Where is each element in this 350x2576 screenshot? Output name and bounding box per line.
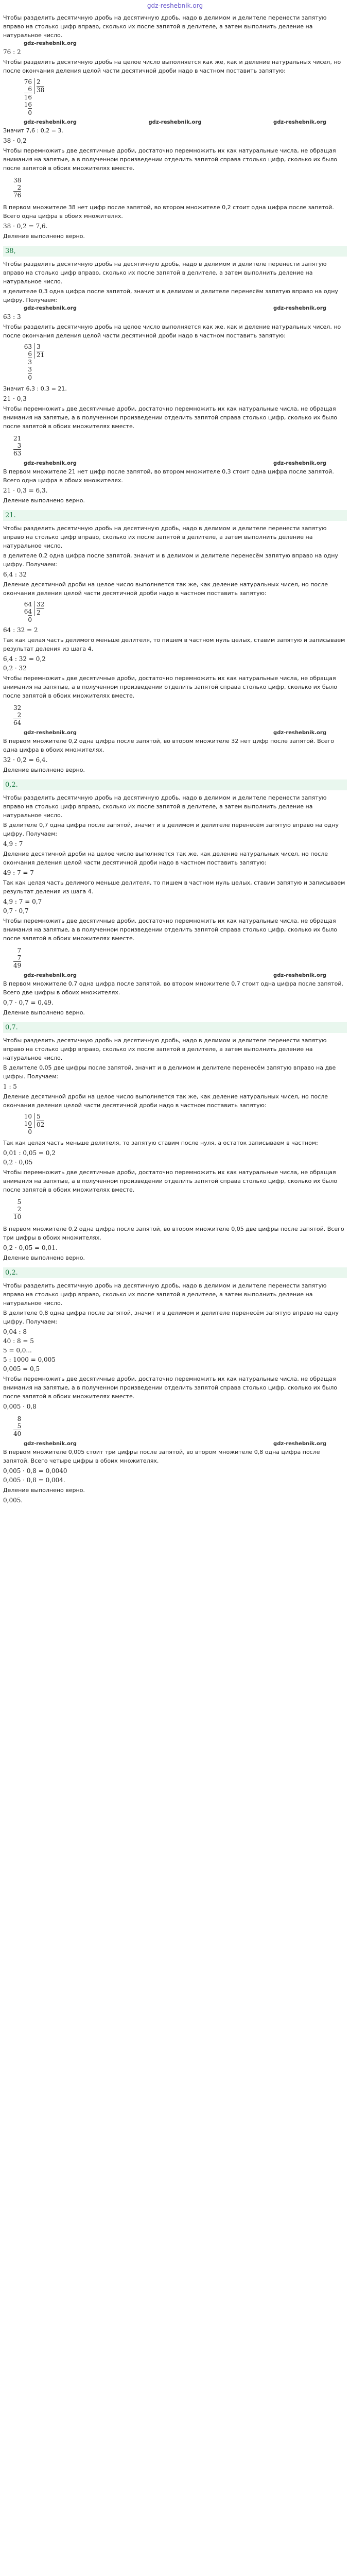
check-result: 0,7 · 0,7 = 0,49. bbox=[3, 999, 54, 1006]
subtrahend: 6 bbox=[28, 350, 32, 358]
check-expression: 0,005 · 0,8 bbox=[3, 1403, 37, 1410]
section-header: 0,2. bbox=[3, 1267, 347, 1278]
long-division bbox=[8, 1113, 347, 1136]
section-header: 0,2. bbox=[3, 779, 347, 790]
check-note: В первом множителе 38 нет цифр после запятой, во втором множителе 0,2 стоит одна цифра после запятой. Всего одна цифра в обоих множителях. bbox=[3, 204, 334, 219]
section-header: 38, bbox=[3, 246, 347, 257]
rule-text: Чтобы разделить десятичную дробь на десятичную дробь, надо в делимом и делителе перенести запятую вправо на столько цифр вправо, сколько их после запятой в делителе, а затем выполнить деление на натуральное число. bbox=[3, 1037, 327, 1061]
factor: 2 bbox=[17, 184, 22, 191]
expression: 76 : 2 bbox=[3, 48, 21, 56]
rule-text: Чтобы перемножить две десятичные дроби, достаточно перемножить их как натуральные числа, не обращая внимания на запятые, а в полученном произведении отделить запятой справа столько цифр, сколько их было после запятой в обоих множителях вместе. bbox=[3, 1169, 338, 1193]
watermark: gdz-reshebnik.org bbox=[273, 1441, 326, 1447]
dividend: 63 bbox=[24, 343, 32, 350]
rule-text: Чтобы разделить десятичную дробь на десятичную дробь, надо в делимом и делителе перенести запятую вправо на столько цифр вправо, сколько их после запятой в делителе, а затем выполнить деление на натуральное число. bbox=[3, 525, 327, 549]
check-result: 32 · 0,2 = 6,4. bbox=[3, 756, 48, 764]
remainder: 0 bbox=[28, 109, 32, 116]
remainder: 3 bbox=[28, 359, 32, 366]
check-expression: 0,2 · 0,05 bbox=[3, 1159, 33, 1166]
watermark: gdz-reshebnik.org bbox=[273, 461, 326, 466]
result: 4,9 : 7 = 0,7 bbox=[3, 898, 42, 905]
check-note: В первом множителе 0,005 стоит три цифры после запятой, во втором множителе 0,8 одна цифра после запятой. Всего четыре цифры в обоих множителях. bbox=[3, 1449, 320, 1464]
result: 0,01 : 0,05 = 0,2 bbox=[3, 1149, 56, 1157]
long-division bbox=[8, 343, 347, 381]
multiplication bbox=[13, 177, 21, 199]
step: 49 : 7 = 7 bbox=[3, 869, 34, 876]
final-answer: 0,005. bbox=[3, 1497, 23, 1504]
rule-text: Чтобы перемножить две десятичные дроби, достаточно перемножить их как натуральные числа, не обращая внимания на запятые, а в полученном произведении отделить запятой справа столько цифр, сколько их было после запятой в обоих множителях вместе. bbox=[3, 675, 338, 699]
divisor: 3 bbox=[37, 343, 44, 351]
rule-text: Чтобы разделить десятичную дробь на десятичную дробь, надо в делимом и делителе перенести запятую вправо на столько цифр вправо, сколько их после запятой в делителе, а затем выполнить деление на натуральное число. bbox=[3, 1282, 327, 1307]
check-expression: 21 · 0,3 bbox=[3, 395, 27, 402]
rule-text: В делителе 0,7 одна цифра после запятой, значит и в делимом и делителе перенесём запятую вправо на одну цифру. Получаем: bbox=[3, 822, 339, 837]
watermark: gdz-reshebnik.org bbox=[24, 730, 77, 736]
divisor: 2 bbox=[37, 78, 44, 87]
factor: 7 bbox=[17, 954, 22, 961]
long-division bbox=[8, 601, 347, 623]
answer: Значит 6,3 : 0,3 = 21. bbox=[3, 385, 67, 392]
factor: 7 bbox=[17, 947, 22, 954]
subtrahend: 16 bbox=[24, 101, 32, 108]
expression: 6,4 : 32 bbox=[3, 571, 27, 578]
factor: 2 bbox=[17, 711, 22, 719]
quotient: 21 bbox=[37, 351, 45, 359]
factor: 5 bbox=[17, 1422, 22, 1430]
check-expression: 0,7 · 0,7 bbox=[3, 907, 29, 914]
check-note: В первом множителе 0,2 одна цифра после запятой, во втором множителе 32 нет цифр после запятой. Всего одна цифра в обоих множителях. bbox=[3, 738, 334, 753]
correct-note: Деление выполнено верно. bbox=[3, 1009, 85, 1016]
dividend: 76 bbox=[24, 78, 32, 86]
watermark: gdz-reshebnik.org bbox=[273, 973, 326, 978]
product: 49 bbox=[13, 962, 22, 969]
factor: 32 bbox=[13, 704, 22, 711]
product: 40 bbox=[13, 1430, 22, 1437]
result: 6,4 : 32 = 0,2 bbox=[3, 655, 46, 663]
product: 10 bbox=[13, 1213, 22, 1221]
remainder: 0 bbox=[28, 374, 32, 381]
rule-text: Чтобы разделить десятичную дробь на десятичную дробь, надо в делимом и делителе перенести запятую вправо на столько цифр вправо, сколько их после запятой в делителе, а затем выполнить деление на натуральное число. bbox=[3, 14, 327, 39]
dividend: 10 bbox=[24, 1113, 32, 1120]
zeros-rule: Так как целая часть меньше делителя, то запятую ставим после нуля, а остаток записываем в частном: bbox=[3, 1140, 318, 1146]
check-result: 21 · 0,3 = 6,3. bbox=[3, 487, 48, 494]
watermark: gdz-reshebnik.org bbox=[24, 973, 77, 978]
check-result: 38 · 0,2 = 7,6. bbox=[3, 223, 48, 230]
subtrahend: 10 bbox=[24, 1120, 32, 1127]
factor: 2 bbox=[17, 1206, 22, 1213]
check-result: 0,005 · 0,8 = 0,0040 bbox=[3, 1467, 67, 1475]
subtrahend: 64 bbox=[24, 608, 32, 615]
correct-note: Деление выполнено верно. bbox=[3, 1487, 85, 1494]
watermark: gdz-reshebnik.org bbox=[24, 41, 77, 46]
answer: 64 : 32 = 2 bbox=[3, 626, 38, 634]
watermark: gdz-reshebnik.org bbox=[24, 461, 77, 466]
watermark: gdz-reshebnik.org bbox=[24, 306, 77, 311]
watermark: gdz-reshebnik.org bbox=[24, 1441, 77, 1447]
rule-text: Деление десятичной дроби на целое число выполняется так же, как деление натуральных чисел, но после окончания деления целой части десятичной дроби надо в частном поставить запятую: bbox=[3, 1093, 328, 1109]
correct-note: Деление выполнено верно. bbox=[3, 767, 85, 773]
remainder: 16 bbox=[24, 94, 32, 101]
rule-text: в делителе 0,2 одна цифра после запятой, значит и в делимом и делителе перенесём запятую вправо на одну цифру. Получаем: bbox=[3, 552, 338, 568]
multiplication bbox=[13, 1415, 21, 1437]
rule-text: Чтобы перемножить две десятичные дроби, достаточно перемножить их как натуральные числа, не обращая внимания на запятые, а в полученном произведении отделить запятой справа столько цифр, сколько их было после запятой в обоих множителях вместе. bbox=[3, 918, 338, 942]
quotient: 2 bbox=[37, 609, 41, 616]
section-header: 21. bbox=[3, 510, 347, 521]
result: 0,005 = 0,5 bbox=[3, 1365, 40, 1372]
check-note: В первом множителе 0,7 одна цифра после запятой, во втором множителе 0,7 стоит одна цифра после запятой. Всего две цифры в обоих множителях. bbox=[3, 980, 343, 996]
section-header: 0,7. bbox=[3, 1022, 347, 1033]
dividend: 64 bbox=[24, 601, 32, 608]
zeros-rule: Так как целая часть делимого меньше делителя, то пишем в частном нуль целых, ставим запятую и записываем результат деления из шага 4. bbox=[3, 637, 345, 652]
watermark: gdz-reshebnik.org bbox=[148, 120, 202, 125]
expression: 4,9 : 7 bbox=[3, 840, 23, 848]
rule-text: Деление десятичной дроби на целое число выполняется так же, как деление натуральных чисел, но после окончания деления целой части десятичной дроби надо в частном поставить запятую: bbox=[3, 581, 328, 597]
factor: 8 bbox=[17, 1415, 22, 1422]
rule-text: В делителе 0,8 одна цифра после запятой, значит и в делимом и делителе перенесём запятую вправо на одну цифру. Получаем: bbox=[3, 1310, 339, 1325]
product: 63 bbox=[13, 450, 22, 457]
quotient: 38 bbox=[37, 87, 45, 94]
correct-note: Деление выполнено верно. bbox=[3, 1255, 85, 1261]
check-expression: 0,2 · 32 bbox=[3, 665, 27, 672]
check-note: В первом множителе 21 нет цифр после запятой, во втором множителе 0,3 стоит одна цифра после запятой. Всего одна цифра в обоих множителях. bbox=[3, 468, 334, 484]
rule-text: Чтобы перемножить две десятичные дроби, достаточно перемножить их как натуральные числа, не обращая внимания на запятые, а в полученном произведении отделить запятой справа столько цифр, сколько их было после запятой в обоих множителях вместе. bbox=[3, 147, 338, 172]
step: 5 : 1000 = 0,005 bbox=[3, 1356, 56, 1363]
step: 40 : 8 = 5 bbox=[3, 1337, 34, 1345]
remainder: 0 bbox=[28, 616, 32, 623]
factor: 5 bbox=[17, 1198, 22, 1206]
correct-note: Деление выполнено верно. bbox=[3, 497, 85, 504]
remainder: 0 bbox=[28, 1128, 32, 1136]
multiplication bbox=[13, 947, 21, 969]
divisor: 5 bbox=[37, 1113, 44, 1121]
expression: 1 : 5 bbox=[3, 1083, 17, 1090]
watermark: gdz-reshebnik.org bbox=[273, 306, 326, 311]
rule-text: Деление десятичной дроби на целое число выполняется так же, как деление натуральных чисел, но после окончания деления целой части десятичной дроби надо в частном поставить запятую: bbox=[3, 851, 328, 866]
expression: 0,04 : 8 bbox=[3, 1328, 27, 1335]
subtrahend: 3 bbox=[28, 366, 32, 373]
long-division bbox=[8, 78, 347, 116]
check-result: 0,2 · 0,05 = 0,01. bbox=[3, 1244, 58, 1251]
rule-text: Чтобы разделить десятичную дробь на целое число выполняется как же, как и деление натуральных чисел, но после окончания деления целой части десятичной дроби надо в частном поставить запятую: bbox=[3, 59, 341, 74]
check-note: В первом множителе 0,2 одна цифра после запятой, во втором множителе 0,05 две цифры после запятой. Всего три цифры в обоих множителях. bbox=[3, 1226, 344, 1241]
watermark: gdz-reshebnik.org bbox=[273, 730, 326, 736]
rule-text: Чтобы перемножить две десятичные дроби, достаточно перемножить их как натуральные числа, не обращая внимания на запятые, а в полученном произведении отделить запятой справа столько цифр, сколько их было после запятой в обоих множителях вместе. bbox=[3, 1376, 338, 1400]
factor: 3 bbox=[17, 442, 22, 449]
quotient: 02 bbox=[37, 1121, 45, 1128]
rule-text: в делителе 0,3 одна цифра после запятой, значит и в делимом и делителе перенесём запятую вправо на одну цифру. Получаем: bbox=[3, 288, 338, 303]
divisor: 32 bbox=[37, 601, 45, 608]
product: 64 bbox=[13, 719, 22, 726]
rule-text: Чтобы разделить десятичную дробь на десятичную дробь, надо в делимом и делителе перенести запятую вправо на столько цифр вправо, сколько их после запятой в делителе, а затем выполнить деление на натуральное число. bbox=[3, 794, 327, 819]
rule-text: В делителе 0,05 две цифры после запятой, значит и в делимом и делителе перенесём запятую вправо на две цифры. Получаем: bbox=[3, 1064, 336, 1080]
multiplication bbox=[13, 1198, 21, 1221]
subtrahend: 6 bbox=[28, 86, 32, 93]
rule-text: Чтобы разделить десятичную дробь на десятичную дробь, надо в делимом и делителе перенести запятую вправо на столько цифр вправо, сколько их после запятой в делителе, а затем выполнить деление на натуральное число. bbox=[3, 261, 327, 285]
multiplication bbox=[13, 704, 21, 726]
correct-note: Деление выполнено верно. bbox=[3, 233, 85, 240]
expression: 63 : 3 bbox=[3, 313, 21, 320]
multiplication bbox=[13, 435, 21, 457]
factor: 38 bbox=[13, 177, 22, 184]
site-link[interactable]: gdz-reshebnik.org bbox=[147, 2, 203, 9]
rule-text: Чтобы перемножить две десятичные дроби, достаточно перемножить их как натуральные числа, не обращая внимания на запятые, а в полученном произведении отделить запятой справа столько цифр, сколько их было после запятой в обоих множителях вместе. bbox=[3, 405, 338, 430]
watermark: gdz-reshebnik.org bbox=[24, 120, 77, 125]
step: 5 = 0,0... bbox=[3, 1347, 32, 1354]
factor: 21 bbox=[13, 435, 22, 442]
answer: Значит 7,6 : 0,2 = 3. bbox=[3, 127, 63, 134]
check-result: 0,005 · 0,8 = 0,004. bbox=[3, 1477, 65, 1484]
zeros-rule: Так как целая часть делимого меньше делителя, то пишем в частном нуль целых, ставим запятую и записываем результат деления из шага 4. bbox=[3, 879, 345, 895]
rule-text: Чтобы разделить десятичную дробь на целое число выполняется как же, как и деление натуральных чисел, но после окончания деления целой части десятичной дроби надо в частном поставить запятую: bbox=[3, 324, 341, 339]
check-expression: 38 · 0,2 bbox=[3, 137, 27, 144]
watermark: gdz-reshebnik.org bbox=[273, 120, 326, 125]
product: 76 bbox=[13, 192, 22, 199]
